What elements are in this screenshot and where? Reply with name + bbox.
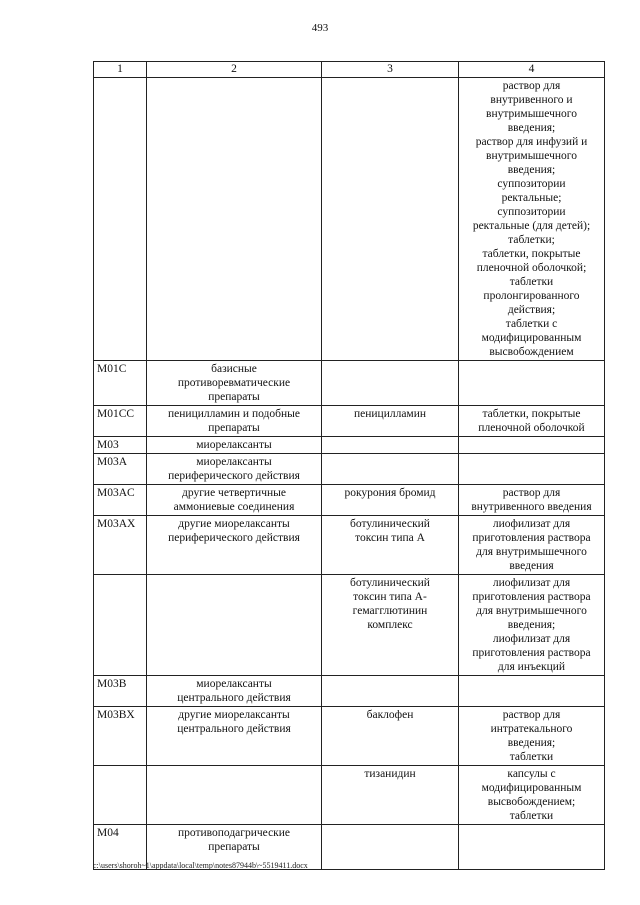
group-name-line: аммониевые соединения bbox=[173, 501, 295, 513]
table-row bbox=[94, 78, 605, 361]
table-row bbox=[94, 454, 605, 485]
dosage-forms-line: внутривенного и bbox=[490, 94, 573, 106]
drug-name-cell bbox=[322, 766, 459, 825]
group-name-cell bbox=[147, 575, 322, 676]
dosage-forms-line: раствор для инфузий и bbox=[475, 136, 588, 148]
table-row bbox=[94, 516, 605, 575]
dosage-forms-line: внутривенного введения bbox=[471, 501, 592, 513]
group-name-cell bbox=[147, 361, 322, 406]
atc-code-cell: M01CC bbox=[94, 406, 147, 437]
dosage-forms-line: ректальные; bbox=[501, 192, 562, 204]
atc-code-cell: M03B bbox=[94, 676, 147, 707]
drug-name-line: баклофен bbox=[366, 709, 414, 721]
drug-name-line: комплекс bbox=[367, 619, 413, 631]
dosage-forms-line: приготовления раствора bbox=[472, 591, 591, 603]
group-name-line: миорелаксанты bbox=[196, 439, 272, 451]
dosage-forms-line: пленочной оболочкой; bbox=[476, 262, 587, 274]
drug-name-cell bbox=[322, 485, 459, 516]
dosage-forms-line: введения; bbox=[507, 122, 556, 134]
dosage-forms-cell bbox=[459, 825, 605, 870]
table-row bbox=[94, 575, 605, 676]
dosage-forms-line: для внутримышечного bbox=[476, 546, 587, 558]
group-name-cell bbox=[147, 406, 322, 437]
table-row bbox=[94, 361, 605, 406]
table-row bbox=[94, 766, 605, 825]
dosage-forms-cell bbox=[459, 766, 605, 825]
atc-code-cell: M03 bbox=[94, 437, 147, 454]
group-name-line: другие четвертичные bbox=[182, 487, 286, 499]
group-name-line: противоревматические bbox=[177, 377, 291, 389]
drug-name-cell bbox=[322, 707, 459, 766]
dosage-forms-line: для инъекций bbox=[497, 661, 566, 673]
dosage-forms-line: раствор для bbox=[502, 80, 561, 92]
group-name-line: периферического действия bbox=[168, 470, 300, 482]
dosage-forms-line: капсулы с bbox=[507, 768, 556, 780]
dosage-forms-line: раствор для bbox=[502, 487, 561, 499]
drug-name-cell bbox=[322, 406, 459, 437]
atc-code-cell: M03AC bbox=[94, 485, 147, 516]
dosage-forms-line: суппозитории bbox=[497, 206, 566, 218]
dosage-forms-line: внутримышечного bbox=[486, 150, 577, 162]
dosage-forms-line: приготовления раствора bbox=[472, 532, 591, 544]
drug-name-line: токсин типа А- bbox=[353, 591, 427, 603]
drug-name-cell bbox=[322, 676, 459, 707]
dosage-forms-cell bbox=[459, 707, 605, 766]
dosage-forms-line: пленочной оболочкой bbox=[478, 422, 585, 434]
group-name-cell bbox=[147, 516, 322, 575]
drug-name-cell bbox=[322, 825, 459, 870]
dosage-forms-line: для внутримышечного bbox=[476, 605, 587, 617]
group-name-cell bbox=[147, 454, 322, 485]
drug-name-line: токсин типа А bbox=[355, 532, 425, 544]
table-row bbox=[94, 676, 605, 707]
dosage-forms-line: введения; bbox=[507, 164, 556, 176]
drug-name-line: пеницилламин bbox=[353, 408, 427, 420]
drug-name-cell bbox=[322, 361, 459, 406]
dosage-forms-cell bbox=[459, 406, 605, 437]
dosage-forms-cell bbox=[459, 78, 605, 361]
group-name-line: базисные bbox=[211, 363, 257, 375]
dosage-forms-line: действия; bbox=[507, 304, 556, 316]
dosage-forms-line: ректальные (для детей); bbox=[472, 220, 591, 232]
header-cell-3: 3 bbox=[322, 62, 459, 78]
group-name-cell bbox=[147, 707, 322, 766]
group-name-cell bbox=[147, 485, 322, 516]
dosage-forms-line: таблетки; bbox=[508, 234, 555, 246]
drug-name-line: рокурония бромид bbox=[344, 487, 436, 499]
dosage-forms-cell bbox=[459, 516, 605, 575]
group-name-line: препараты bbox=[208, 391, 260, 403]
atc-code-cell bbox=[94, 766, 147, 825]
header-cell-1: 1 bbox=[94, 62, 147, 78]
dosage-forms-line: таблетки bbox=[509, 276, 554, 288]
dosage-forms-line: таблетки, покрытые bbox=[482, 408, 581, 420]
dosage-forms-line: пролонгированного bbox=[483, 290, 580, 302]
dosage-forms-cell bbox=[459, 454, 605, 485]
drug-name-line: тизанидин bbox=[364, 768, 416, 780]
dosage-forms-line: интратекального bbox=[490, 723, 573, 735]
dosage-forms-line: приготовления раствора bbox=[472, 647, 591, 659]
group-name-cell bbox=[147, 437, 322, 454]
dosage-forms-line: высвобождением bbox=[489, 346, 574, 358]
group-name-line: центрального действия bbox=[177, 692, 291, 704]
atc-code-cell: M01C bbox=[94, 361, 147, 406]
dosage-forms-cell bbox=[459, 485, 605, 516]
page-number: 493 bbox=[311, 22, 329, 34]
drug-name-line: гемагглютинин bbox=[352, 605, 428, 617]
dosage-forms-line: модифицированным bbox=[481, 332, 582, 344]
dosage-forms-line: таблетки, покрытые bbox=[482, 248, 581, 260]
dosage-forms-cell bbox=[459, 437, 605, 454]
drug-name-cell bbox=[322, 454, 459, 485]
group-name-cell bbox=[147, 676, 322, 707]
dosage-forms-line: таблетки bbox=[509, 751, 554, 763]
group-name-line: центрального действия bbox=[177, 723, 291, 735]
footer-file-path: c:\users\shoroh~1\appdata\local\temp\notes87944b\~5519411.docx bbox=[93, 861, 308, 870]
group-name-cell bbox=[147, 78, 322, 361]
dosage-forms-line: лиофилизат для bbox=[492, 518, 571, 530]
dosage-forms-line: лиофилизат для bbox=[492, 577, 571, 589]
atc-code-cell: M03A bbox=[94, 454, 147, 485]
dosage-forms-line: таблетки с bbox=[505, 318, 558, 330]
dosage-forms-line: введения; bbox=[507, 619, 556, 631]
drug-name-cell bbox=[322, 437, 459, 454]
atc-code-cell bbox=[94, 78, 147, 361]
dosage-forms-line: таблетки bbox=[509, 810, 554, 822]
table-row bbox=[94, 485, 605, 516]
group-name-line: противоподагрические bbox=[177, 827, 291, 839]
drug-name-line: ботулинический bbox=[350, 577, 430, 589]
atc-code-cell: M04 bbox=[94, 825, 147, 870]
drug-name-cell bbox=[322, 78, 459, 361]
dosage-forms-line: внутримышечного bbox=[486, 108, 577, 120]
group-name-line: миорелаксанты bbox=[196, 678, 272, 690]
dosage-forms-line: раствор для bbox=[502, 709, 561, 721]
dosage-forms-line: лиофилизат для bbox=[492, 633, 571, 645]
atc-code-cell: M03BX bbox=[94, 707, 147, 766]
atc-code-cell: M03AX bbox=[94, 516, 147, 575]
group-name-line: миорелаксанты bbox=[196, 456, 272, 468]
group-name-line: препараты bbox=[208, 841, 260, 853]
group-name-cell bbox=[147, 766, 322, 825]
dosage-forms-line: введения bbox=[509, 560, 554, 572]
drug-table bbox=[93, 61, 605, 870]
drug-name-cell bbox=[322, 516, 459, 575]
table-row bbox=[94, 437, 605, 454]
drug-name-line: ботулинический bbox=[350, 518, 430, 530]
dosage-forms-cell bbox=[459, 676, 605, 707]
group-name-line: пеницилламин и подобные bbox=[168, 408, 300, 420]
drug-name-cell bbox=[322, 575, 459, 676]
group-name-line: периферического действия bbox=[168, 532, 300, 544]
group-name-line: другие миорелаксанты bbox=[178, 518, 290, 530]
header-cell-2: 2 bbox=[147, 62, 322, 78]
table-row bbox=[94, 406, 605, 437]
header-cell-4: 4 bbox=[459, 62, 605, 78]
atc-code-cell bbox=[94, 575, 147, 676]
table-header-row bbox=[94, 62, 605, 78]
group-name-line: другие миорелаксанты bbox=[178, 709, 290, 721]
dosage-forms-cell bbox=[459, 575, 605, 676]
dosage-forms-cell bbox=[459, 361, 605, 406]
dosage-forms-line: высвобождением; bbox=[487, 796, 576, 808]
dosage-forms-line: суппозитории bbox=[497, 178, 566, 190]
dosage-forms-line: введения; bbox=[507, 737, 556, 749]
dosage-forms-line: модифицированным bbox=[481, 782, 582, 794]
group-name-line: препараты bbox=[208, 422, 260, 434]
table-row bbox=[94, 707, 605, 766]
